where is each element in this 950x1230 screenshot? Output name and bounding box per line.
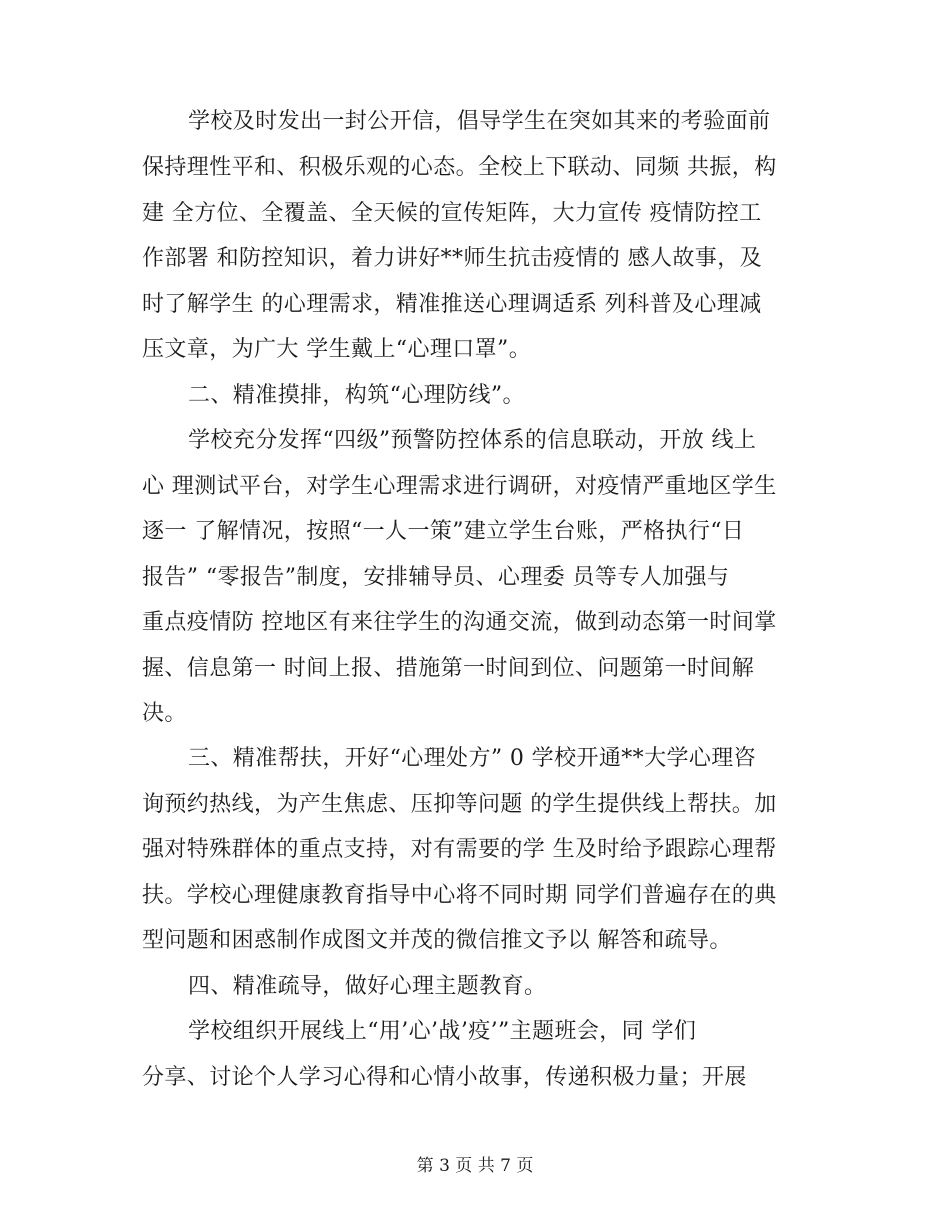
text-line: 握、信息第一 时间上报、措施第一时间到位、问题第一时间解 — [142, 656, 755, 681]
text-line: 扶。学校心理健康教育指导中心将不同时期 同学们普遍存在的典 — [142, 883, 777, 908]
text-line: 重点疫情防 控地区有来往学生的沟通交流，做到动态第一时间掌 — [142, 610, 777, 635]
text-line: 心 理测试平台，对学生心理需求进行调研，对疫情严重地区学生 — [142, 474, 777, 499]
text-line: 分享、讨论个人学习心得和心情小故事，传递积极力量；开展 — [142, 1065, 747, 1090]
text-line: 强对特殊群体的重点支持，对有需要的学 生及时给予跟踪心理帮 — [142, 837, 777, 862]
text-line: 保持理性平和、积极乐观的心态。全校上下联动、同频 共振，构 — [142, 155, 777, 180]
text-line: 时了解学生 的心理需求，精准推送心理调适系 列科普及心理减 — [142, 292, 762, 317]
text-line: 作部署 和防控知识，着力讲好**师生抗击疫情的 感人故事，及 — [142, 246, 762, 271]
text-line: 学校及时发出一封公开信，倡导学生在突如其来的考验面前 — [188, 109, 771, 134]
section-heading: 三、精准帮扶，开好“心理处方” 0 学校开通**大学心理咨 — [188, 746, 757, 771]
section-heading: 二、精准摸排，构筑“心理防线”。 — [188, 383, 525, 408]
text-line: 决。 — [142, 701, 187, 726]
text-line: 型问题和困惑制作成图文并茂的微信推文予以 解答和疏导。 — [142, 928, 732, 953]
page-number-footer: 第 3 页 共 7 页 — [416, 1156, 534, 1176]
text-line: 报告” “零报告”制度，安排辅导员、心理委 员等专人加强与 — [142, 565, 730, 590]
section-heading: 四、精准疏导，做好心理主题教育。 — [188, 974, 547, 999]
text-line: 压文章，为广大 学生戴上“心理口罩”。 — [142, 337, 532, 362]
text-line: 询预约热线，为产生焦虑、压抑等问题 的学生提供线上帮扶。加 — [142, 792, 777, 817]
text-line: 逐一 了解情况，按照“一人一策”建立学生台账，严格执行“日 — [142, 519, 745, 544]
text-line: 学校组织开展线上“用’心’战’疫’”主题班会，同 学们 — [188, 1019, 697, 1044]
text-line: 学校充分发挥“四级”预警防控体系的信息联动，开放 线上 — [188, 428, 757, 453]
text-line: 建 全方位、全覆盖、全天候的宣传矩阵，大力宣传 疫情防控工 — [142, 201, 762, 226]
